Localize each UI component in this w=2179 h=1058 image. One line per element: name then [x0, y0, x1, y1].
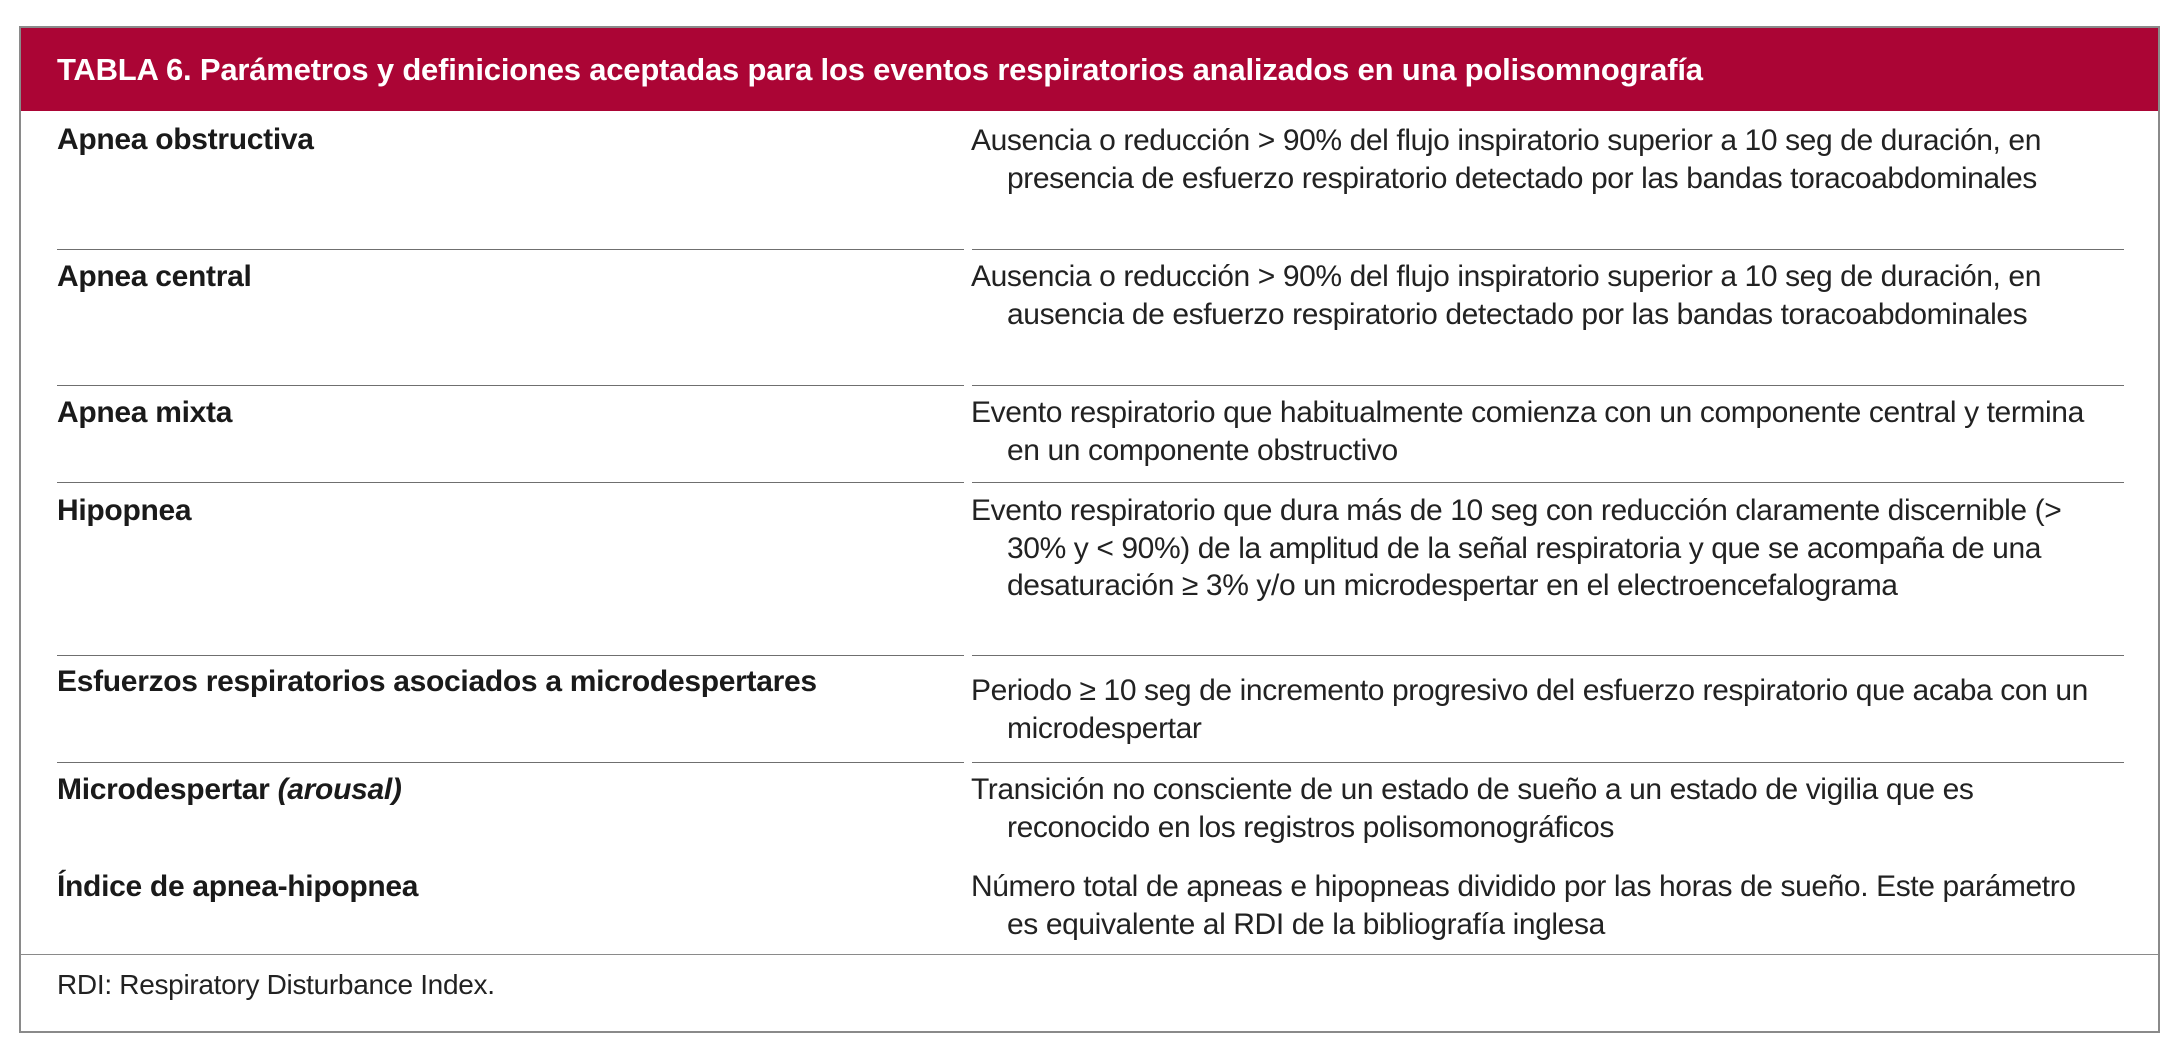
row-divider — [972, 249, 2124, 250]
definition-cell: Evento respiratorio que dura más de 10 seg con reducción claramente discernible (> 30% y < 90%) de la amplitud de la señal respiratoria y que se acompaña de una desaturación ≥ 3% y/o un microdespertar en el electroencefalograma — [971, 494, 2062, 602]
row-divider — [972, 762, 2124, 763]
term-text: Hipopnea — [57, 494, 192, 527]
term-text: Índice de apnea-hipopnea — [57, 870, 419, 903]
term-cell — [57, 394, 957, 432]
table-title: TABLA 6. Parámetros y definiciones aceptadas para los eventos respiratorios analizados en una polisomnografía — [21, 28, 2158, 111]
definitions-table — [19, 26, 2160, 1033]
row-divider — [972, 385, 2124, 386]
row-divider — [57, 482, 964, 483]
row-divider — [57, 655, 964, 656]
term-text: Apnea central — [57, 260, 252, 293]
term-text: Apnea obstructiva — [57, 123, 314, 156]
definition-cell: Evento respiratorio que habitualmente comienza con un componente central y termina en un componente obstructivo — [971, 396, 2084, 467]
term-cell — [57, 492, 957, 530]
term-cell — [57, 258, 957, 296]
row-divider — [972, 655, 2124, 656]
term-text: Apnea mixta — [57, 396, 233, 429]
term-cell — [57, 868, 957, 906]
term-text: Esfuerzos respiratorios asociados a microdespertares — [57, 665, 817, 698]
table-footnote: RDI: Respiratory Disturbance Index. — [57, 969, 495, 1000]
term-text: Microdespertar — [57, 773, 270, 806]
row-divider — [57, 385, 964, 386]
term-italic-note: (arousal) — [277, 773, 402, 806]
definition-cell: Transición no consciente de un estado de sueño a un estado de vigilia que es reconocido en los registros polisomonográficos — [971, 773, 1974, 844]
term-cell — [57, 121, 957, 159]
row-divider — [57, 249, 964, 250]
term-cell — [57, 663, 957, 701]
definition-cell: Ausencia o reducción > 90% del flujo inspiratorio superior a 10 seg de duración, en presencia de esfuerzo respiratorio detectado por las bandas toracoabdominales — [971, 124, 2041, 195]
definition-cell: Ausencia o reducción > 90% del flujo inspiratorio superior a 10 seg de duración, en ausencia de esfuerzo respiratorio detectado por las bandas toracoabdominales — [971, 260, 2041, 331]
row-divider — [972, 482, 2124, 483]
definition-cell: Número total de apneas e hipopneas dividido por las horas de sueño. Este parámetro es equivalente al RDI de la bibliografía inglesa — [971, 870, 2076, 941]
footer-divider — [21, 954, 2158, 955]
term-cell — [57, 771, 957, 809]
definition-cell: Periodo ≥ 10 seg de incremento progresivo del esfuerzo respiratorio que acaba con un microdespertar — [971, 674, 2088, 745]
row-divider — [57, 762, 964, 763]
